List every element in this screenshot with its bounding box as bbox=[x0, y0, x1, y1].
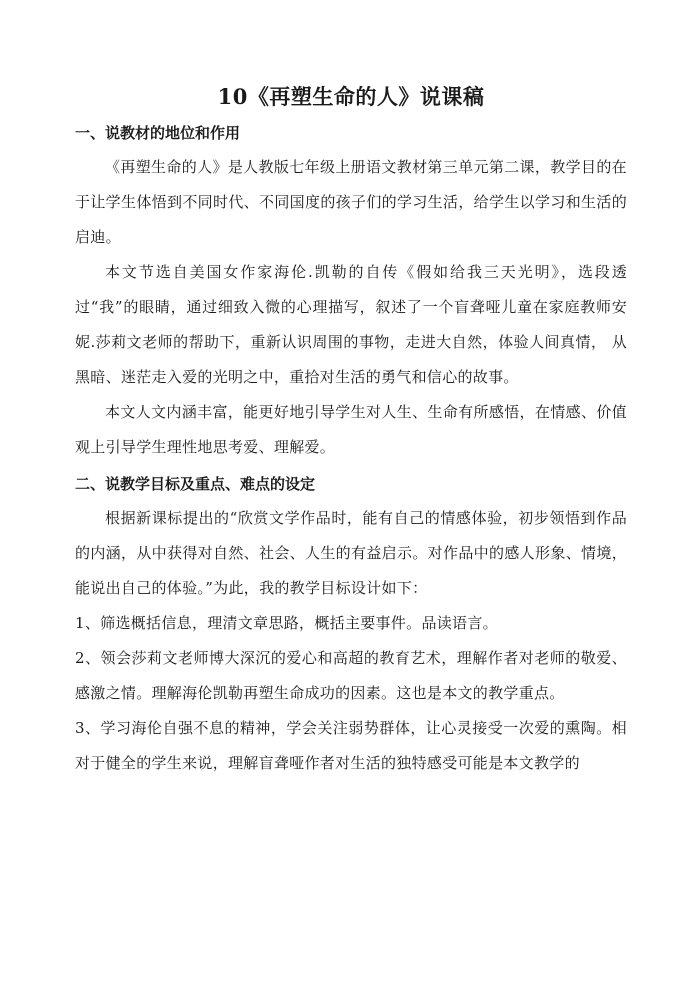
list-item: 2、领会莎莉文老师博大深沉的爱心和高超的教育艺术，理解作者对老师的敬爱、感激之情。理解海伦凯勒再塑生命成功的因素。这也是本文的教学重点。 bbox=[75, 649, 627, 702]
list-item: 1、筛选概括信息，理清文章思路，概括主要事件。品读语言。 bbox=[75, 614, 498, 632]
section-heading-2: 二、说教学目标及重点、难点的设定 bbox=[75, 475, 316, 493]
list-item: 3、学习海伦自强不息的精神，学会关注弱势群体，让心灵接受一次爱的熏陶。相对于健全的学生来说，理解盲聋哑作者对生活的独特感受可能是本文教学的 bbox=[75, 719, 627, 772]
paragraph: 根据新课标提出的“欣赏文学作品时，能有自己的情感体验，初步领悟到作品的内涵，从中获得对自然、社会、人生的有益启示。对作品中的感人形象、情境，能说出自己的体验。”为此，我的教学目标设计如下： bbox=[75, 509, 627, 597]
paragraph: 《再塑生命的人》是人教版七年级上册语文教材第三单元第二课，教学目的在于让学生体悟到不同时代、不同国度的孩子们的学习生活，给学生以学习和生活的启迪。 bbox=[75, 158, 627, 246]
document-page bbox=[75, 80, 627, 781]
paragraph: 本文节选自美国女作家海伦.凯勒的自传《假如给我三天光明》，选段透过“我”的眼睛，通过细致入微的心理描写，叙述了一个盲聋哑儿童在家庭教师安妮.莎莉文老师的帮助下，重新认识周围的事物，走进大自然，体验人间真情， 从黑暗、迷茫走入爱的光明之中，重拾对生活的勇气和信心的故事。 bbox=[75, 263, 627, 386]
document-title: 10《再塑生命的人》说课稿 bbox=[217, 84, 485, 109]
paragraph: 本文人文内涵丰富，能更好地引导学生对人生、生命有所感悟，在情感、价值观上引导学生理性地思考爱、理解爱。 bbox=[75, 403, 627, 456]
section-heading-1: 一、说教材的地位和作用 bbox=[75, 124, 241, 142]
